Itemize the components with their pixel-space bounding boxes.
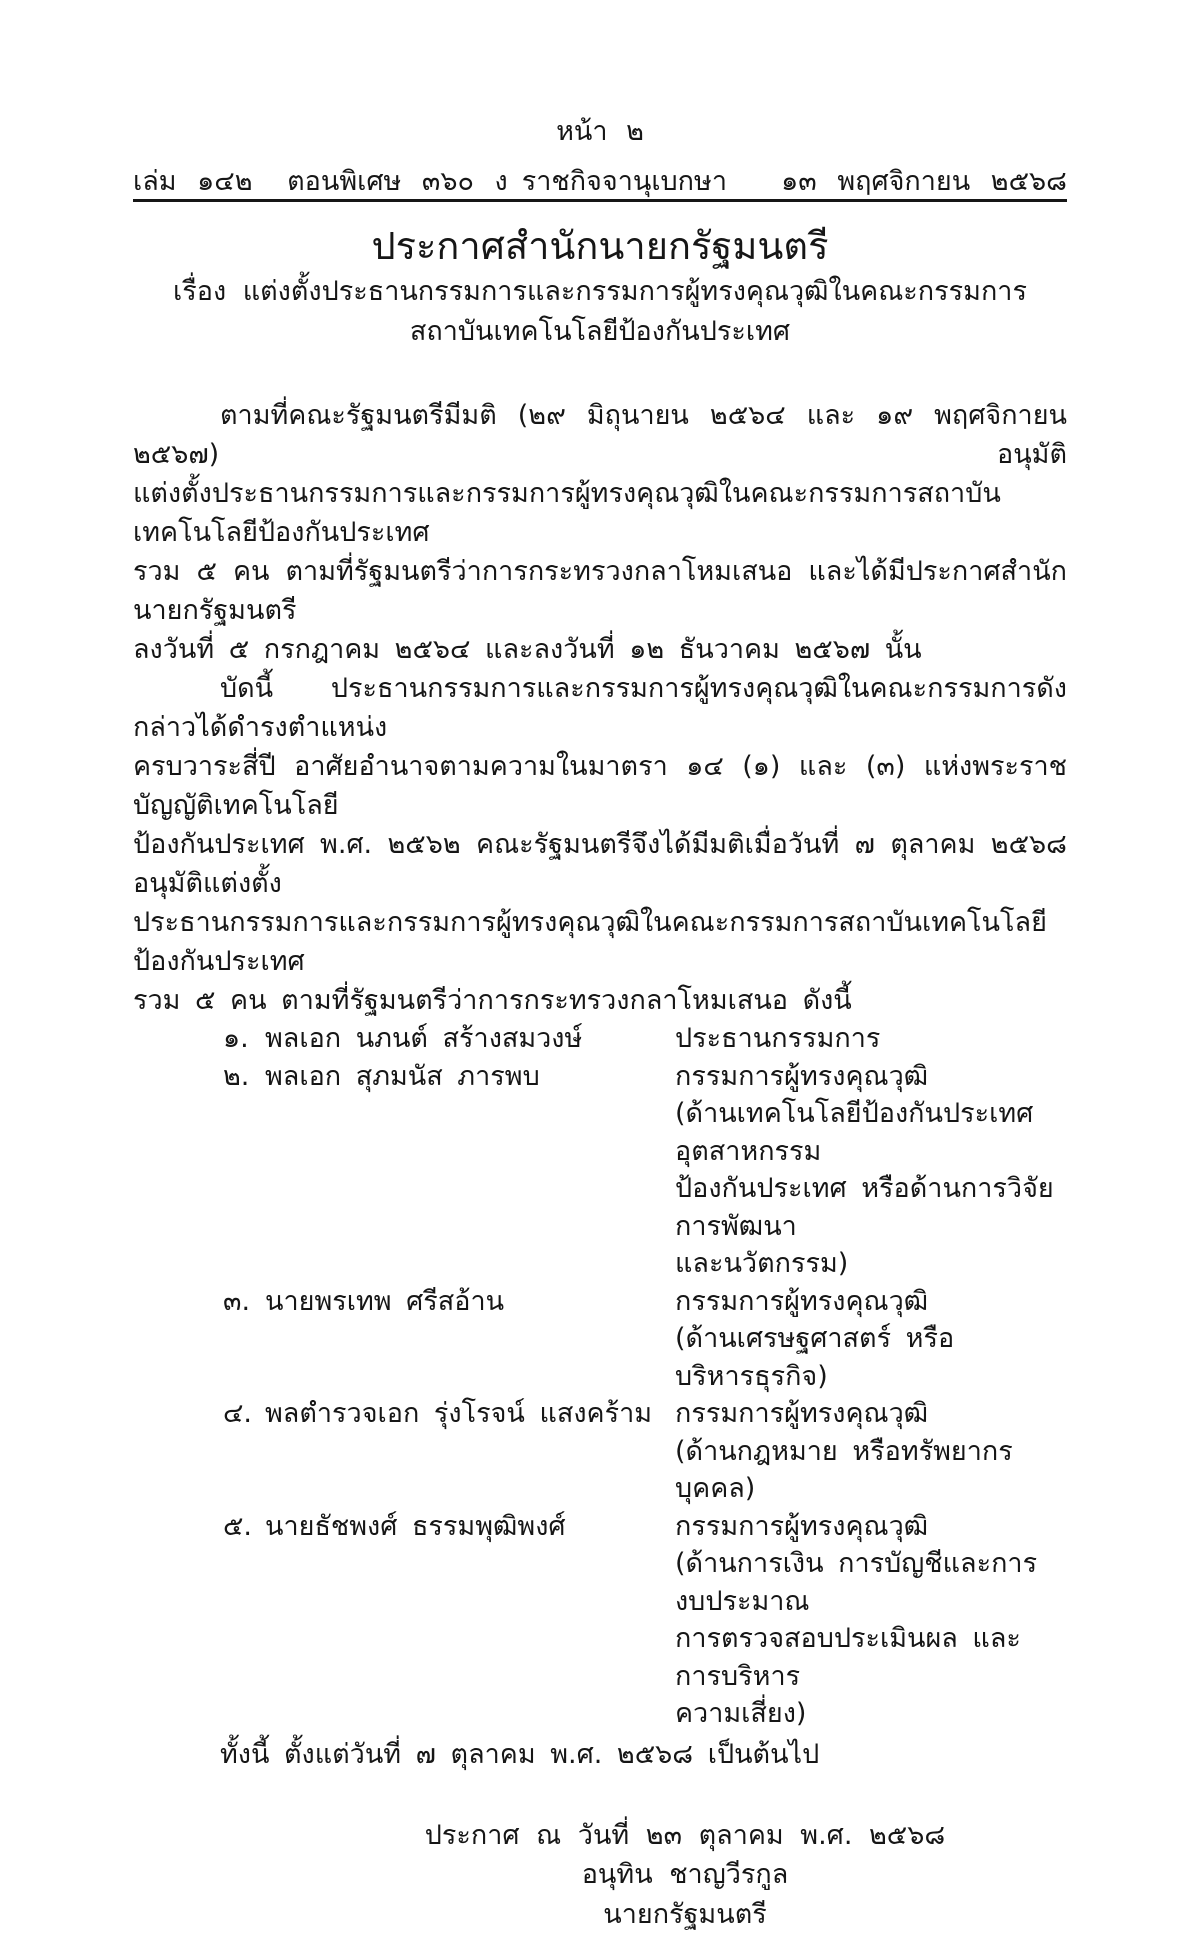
position-line: กรรมการผู้ทรงคุณวุฒิ bbox=[675, 1508, 1065, 1546]
position-line: การตรวจสอบประเมินผล และการบริหาร bbox=[675, 1620, 1065, 1695]
document-subject-line-2: สถาบันเทคโนโลยีป้องกันประเทศ bbox=[133, 312, 1067, 352]
document-subject-line-1: เรื่อง แต่งตั้งประธานกรรมการและกรรมการผู้ทรงคุณวุฒิในคณะกรรมการ bbox=[133, 272, 1067, 312]
page-number-label: หน้า ๒ bbox=[133, 112, 1067, 151]
paragraph-line: ครบวาระสี่ปี อาศัยอำนาจตามความในมาตรา ๑๔ (๑) และ (๓) แห่งพระราชบัญญัติเทคโนโลยี bbox=[133, 747, 1067, 825]
position-line: (ด้านเทคโนโลยีป้องกันประเทศ อุตสาหกรรม bbox=[675, 1095, 1065, 1170]
appointee-name: พลเอก สุภมนัส ภารพบ bbox=[265, 1058, 675, 1096]
effective-date-line: ทั้งนี้ ตั้งแต่วันที่ ๗ ตุลาคม พ.ศ. ๒๕๖๘ เป็นต้นไป bbox=[133, 1735, 1067, 1774]
gazette-name: ราชกิจจานุเบกษา bbox=[522, 162, 727, 201]
position-line: ประธานกรรมการ bbox=[675, 1020, 1065, 1058]
position-line: ความเสี่ยง) bbox=[675, 1695, 1065, 1733]
volume-label: เล่ม ๑๔๒ bbox=[133, 166, 253, 197]
appointee-position bbox=[675, 1020, 1065, 1058]
appointee-position bbox=[675, 1283, 1065, 1396]
announcement-date-line: ประกาศ ณ วันที่ ๒๓ ตุลาคม พ.ศ. ๒๕๖๘ bbox=[305, 1816, 1065, 1856]
appointee-position bbox=[675, 1058, 1065, 1283]
appointee-name: นายพรเทพ ศรีสอ้าน bbox=[265, 1283, 675, 1321]
gazette-page bbox=[0, 112, 1200, 1612]
paragraph-line: รวม ๕ คน ตามที่รัฐมนตรีว่าการกระทรวงกลาโหมเสนอ ดังนี้ bbox=[133, 981, 1067, 1020]
item-number: ๕. bbox=[223, 1508, 265, 1546]
list-item bbox=[223, 1058, 1067, 1283]
position-line: และนวัตกรรม) bbox=[675, 1245, 1065, 1283]
position-line: (ด้านกฎหมาย หรือทรัพยากรบุคคล) bbox=[675, 1433, 1065, 1508]
position-line: กรรมการผู้ทรงคุณวุฒิ bbox=[675, 1283, 1065, 1321]
appointee-name: พลตำรวจเอก รุ่งโรจน์ แสงคร้าม bbox=[265, 1395, 675, 1433]
paragraph-line: ตามที่คณะรัฐมนตรีมีมติ (๒๙ มิถุนายน ๒๕๖๔ และ ๑๙ พฤศจิกายน ๒๕๖๗) อนุมัติ bbox=[133, 396, 1067, 474]
paragraph-line: ประธานกรรมการและกรรมการผู้ทรงคุณวุฒิในคณะกรรมการสถาบันเทคโนโลยีป้องกันประเทศ bbox=[133, 903, 1067, 981]
paragraph-line: บัดนี้ ประธานกรรมการและกรรมการผู้ทรงคุณวุฒิในคณะกรรมการดังกล่าวได้ดำรงตำแหน่ง bbox=[133, 669, 1067, 747]
paragraph-line: แต่งตั้งประธานกรรมการและกรรมการผู้ทรงคุณวุฒิในคณะกรรมการสถาบันเทคโนโลยีป้องกันประเทศ bbox=[133, 474, 1067, 552]
gazette-masthead bbox=[133, 162, 1067, 201]
issue-label: ตอนพิเศษ ๓๖๐ ง bbox=[287, 166, 508, 197]
gazette-date: ๑๓ พฤศจิกายน ๒๕๖๘ bbox=[727, 162, 1067, 201]
appointee-position bbox=[675, 1508, 1065, 1733]
list-item bbox=[223, 1020, 1067, 1058]
appointee-list bbox=[133, 1020, 1067, 1733]
item-number: ๒. bbox=[223, 1058, 265, 1096]
list-item bbox=[223, 1508, 1067, 1733]
item-number: ๔. bbox=[223, 1395, 265, 1433]
position-line: กรรมการผู้ทรงคุณวุฒิ bbox=[675, 1395, 1065, 1433]
appointee-position bbox=[675, 1395, 1065, 1508]
position-line: ป้องกันประเทศ หรือด้านการวิจัย การพัฒนา bbox=[675, 1170, 1065, 1245]
position-line: (ด้านการเงิน การบัญชีและการงบประมาณ bbox=[675, 1545, 1065, 1620]
appointee-name: นายธัชพงศ์ ธรรมพุฒิพงศ์ bbox=[265, 1508, 675, 1546]
paragraph-line: ลงวันที่ ๕ กรกฎาคม ๒๕๖๔ และลงวันที่ ๑๒ ธันวาคม ๒๕๖๗ นั้น bbox=[133, 630, 1067, 669]
paragraph-preamble bbox=[133, 396, 1067, 669]
position-line: (ด้านเศรษฐศาสตร์ หรือบริหารธุรกิจ) bbox=[675, 1320, 1065, 1395]
item-number: ๓. bbox=[223, 1283, 265, 1321]
position-line: กรรมการผู้ทรงคุณวุฒิ bbox=[675, 1058, 1065, 1096]
paragraph-line: รวม ๕ คน ตามที่รัฐมนตรีว่าการกระทรวงกลาโหมเสนอ และได้มีประกาศสำนักนายกรัฐมนตรี bbox=[133, 552, 1067, 630]
paragraph-resolution bbox=[133, 669, 1067, 1020]
list-item bbox=[223, 1283, 1067, 1396]
document-title: ประกาศสำนักนายกรัฐมนตรี bbox=[133, 222, 1067, 270]
signer-name: อนุทิน ชาญวีรกูล bbox=[305, 1855, 1065, 1895]
signature-block bbox=[305, 1816, 1065, 1934]
list-item bbox=[223, 1395, 1067, 1508]
item-number: ๑. bbox=[223, 1020, 265, 1058]
paragraph-line: ป้องกันประเทศ พ.ศ. ๒๕๖๒ คณะรัฐมนตรีจึงได้มีมติเมื่อวันที่ ๗ ตุลาคม ๒๕๖๘ อนุมัติแต่งตั้ง bbox=[133, 825, 1067, 903]
volume-issue bbox=[133, 162, 522, 201]
signer-title: นายกรัฐมนตรี bbox=[305, 1895, 1065, 1934]
appointee-name: พลเอก นภนต์ สร้างสมวงษ์ bbox=[265, 1020, 675, 1058]
